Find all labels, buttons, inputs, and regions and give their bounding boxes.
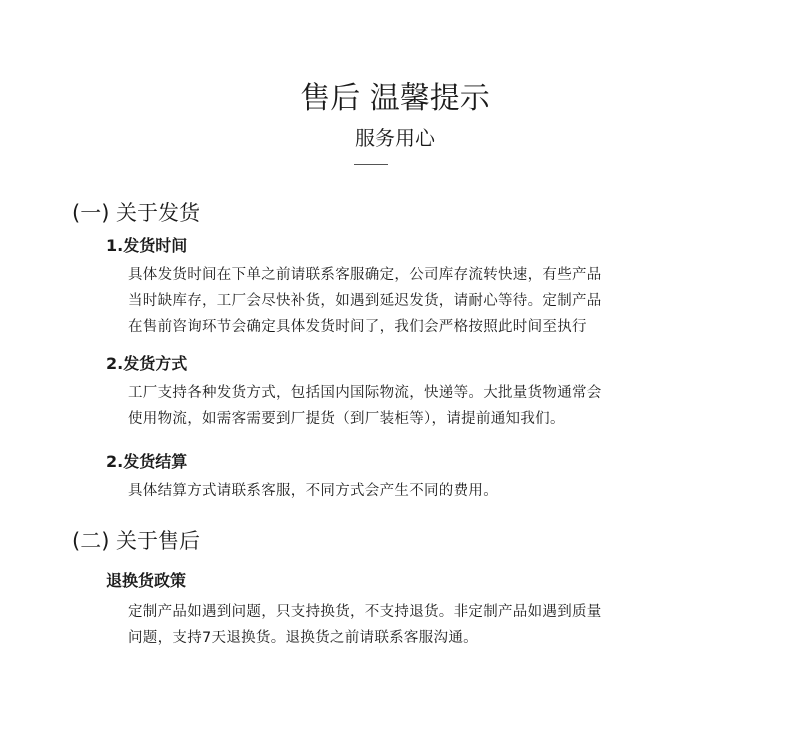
section-heading-shipping: (一) 关于发货	[72, 201, 201, 225]
paragraph-shipping-method	[128, 380, 688, 432]
text-line: 工厂支持各种发货方式，包括国内国际物流，快递等。大批量货物通常会	[128, 385, 602, 401]
sub-heading-return-policy: 退换货政策	[106, 571, 187, 590]
paragraph-return-policy	[128, 599, 688, 651]
page-title: 售后 温馨提示	[300, 81, 490, 116]
sub-heading-shipping-settlement: 2.发货结算	[106, 452, 188, 471]
text-line: 问题，支持7天退换货。退换货之前请联系客服沟通。	[128, 630, 478, 646]
text-line: 使用物流，如需客需要到厂提货（到厂装柜等），请提前通知我们。	[128, 411, 565, 427]
text-line: 在售前咨询环节会确定具体发货时间了，我们会严格按照此时间至执行	[128, 319, 587, 335]
paragraph-shipping-settlement	[128, 478, 688, 504]
title-divider	[354, 164, 388, 165]
sub-heading-shipping-method: 2.发货方式	[106, 354, 188, 373]
text-line: 具体结算方式请联系客服，不同方式会产生不同的费用。	[128, 483, 498, 499]
sub-heading-shipping-time: 1.发货时间	[106, 236, 188, 255]
paragraph-shipping-time	[128, 262, 688, 340]
text-line: 定制产品如遇到问题，只支持换货，不支持退货。非定制产品如遇到质量	[128, 604, 602, 620]
text-line: 当时缺库存，工厂会尽快补货，如遇到延迟发货，请耐心等待。定制产品	[128, 293, 602, 309]
section-heading-after-sales: (二) 关于售后	[72, 529, 201, 553]
page-subtitle: 服务用心	[355, 126, 435, 150]
text-line: 具体发货时间在下单之前请联系客服确定，公司库存流转快速，有些产品	[128, 267, 602, 283]
